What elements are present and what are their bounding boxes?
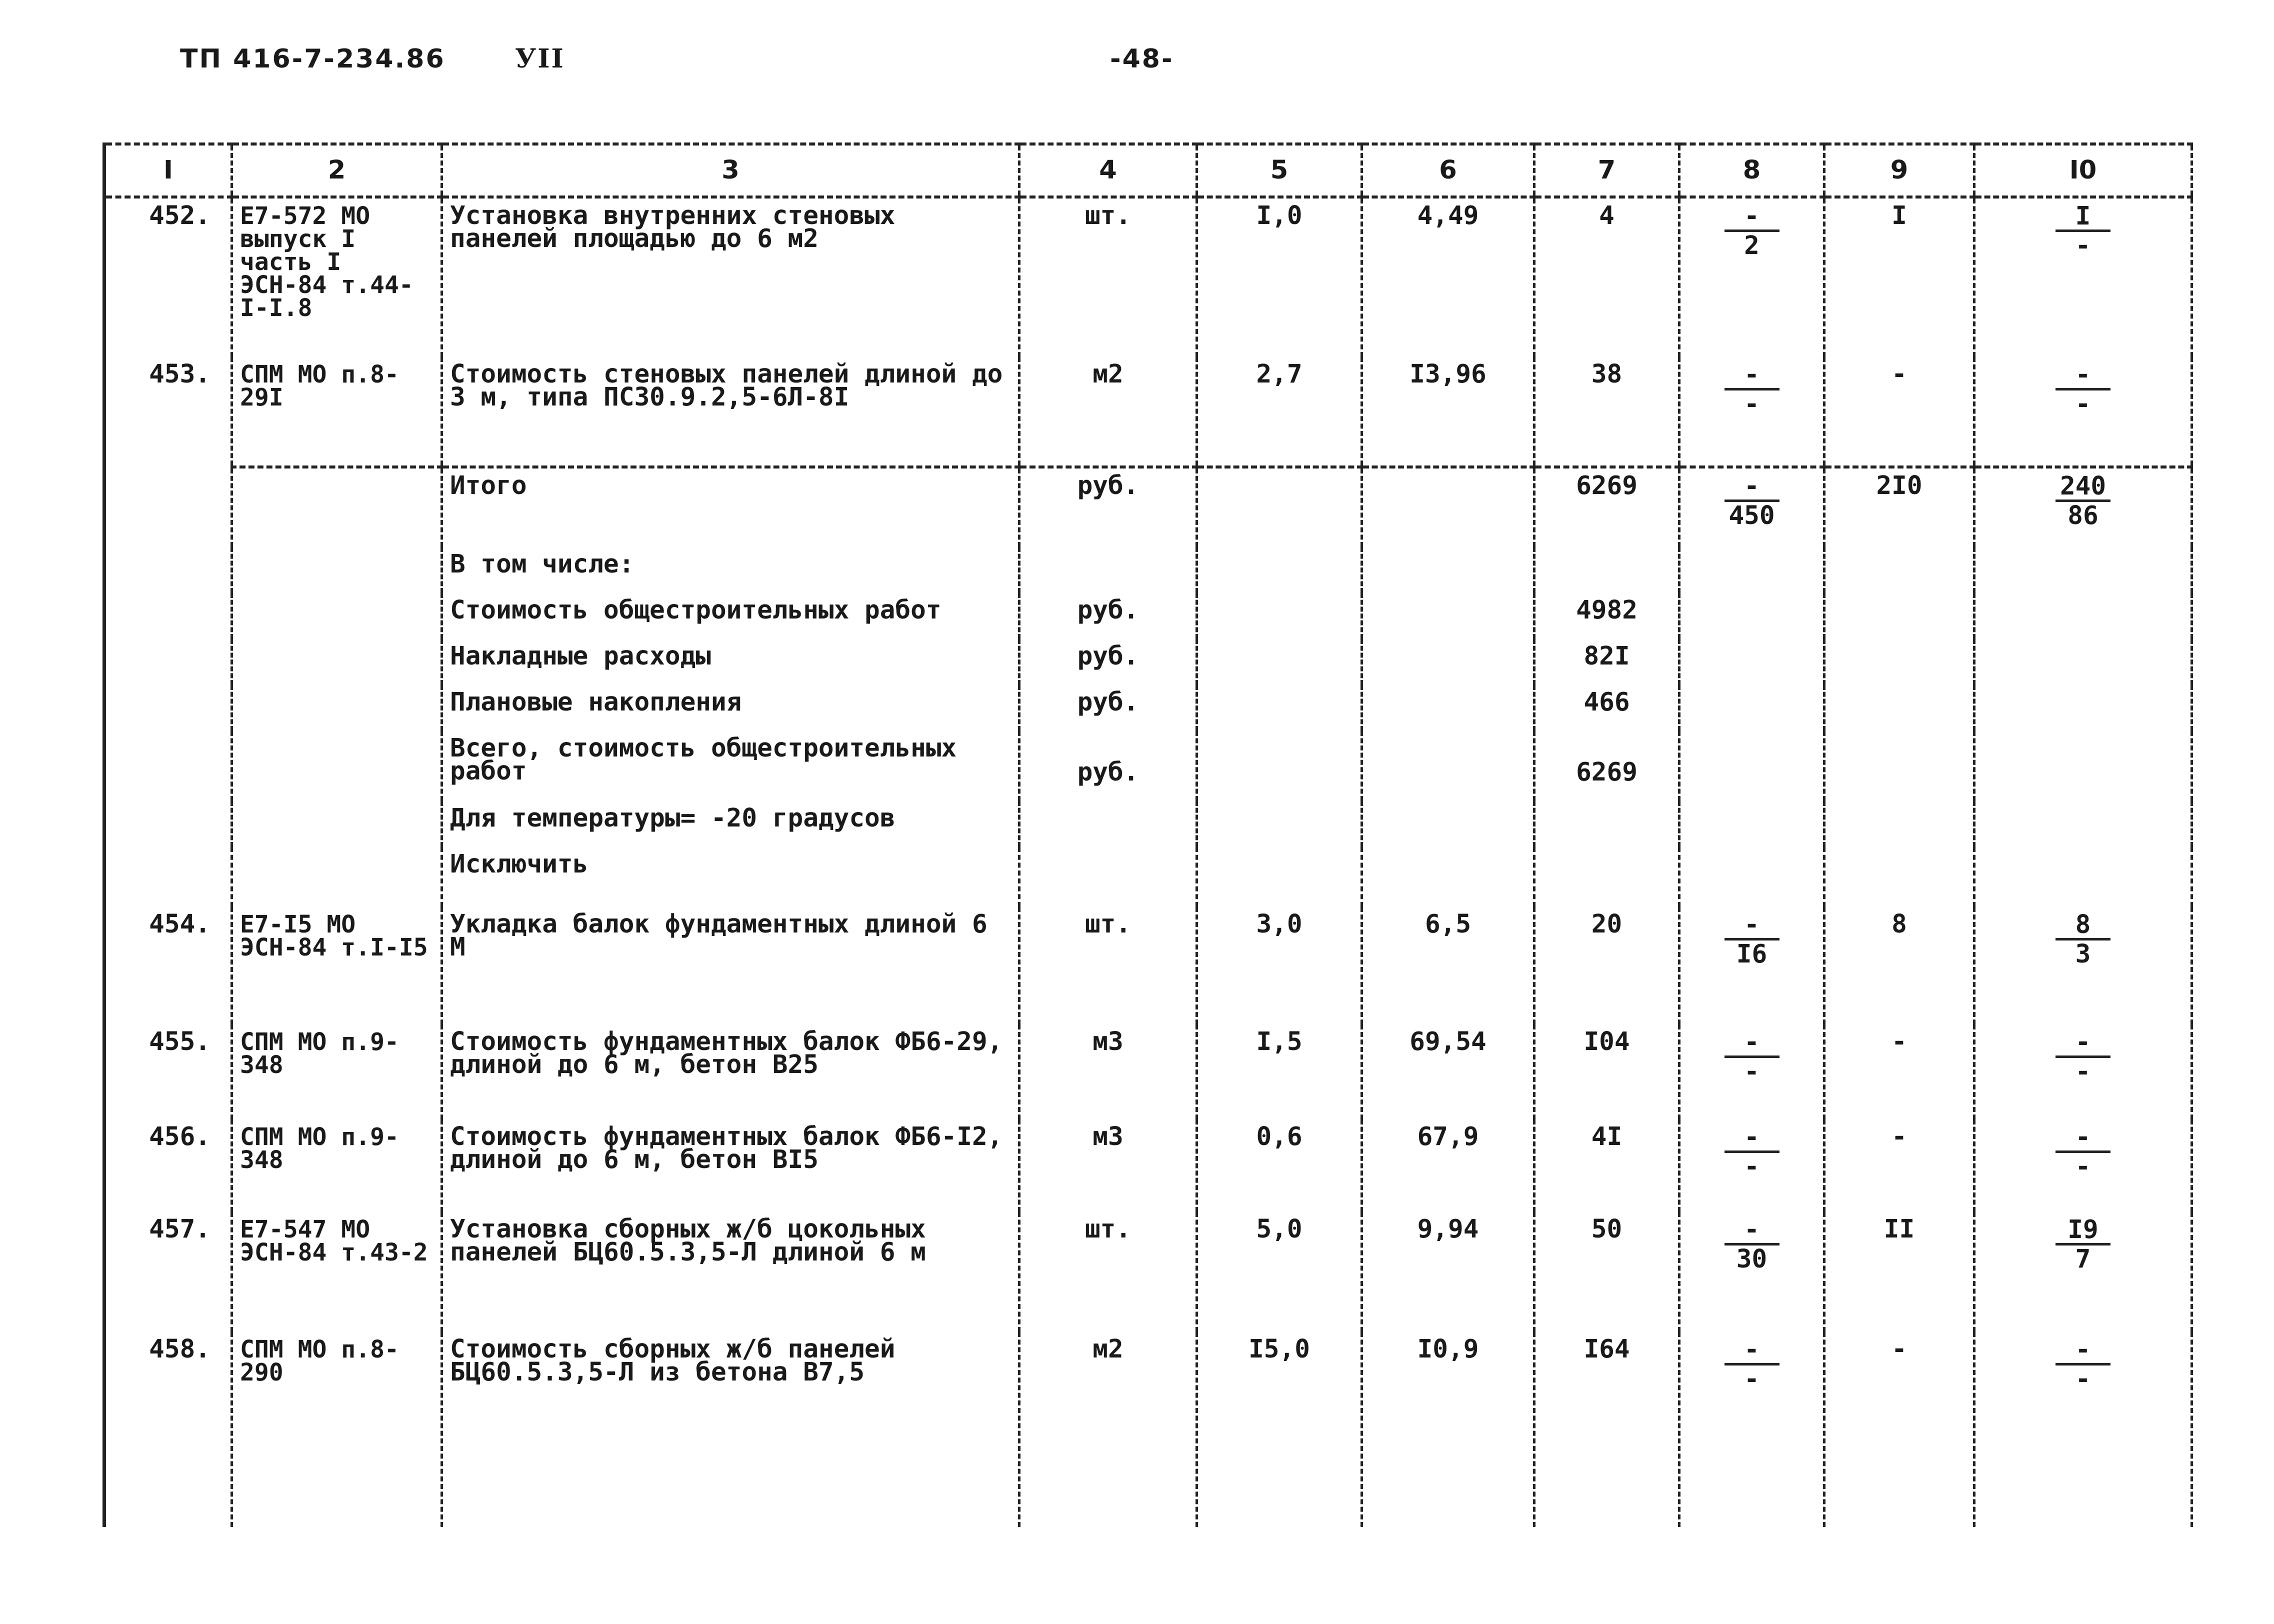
work-name: Установка сборных ж/б цокольных панелей БЦ60.5.3,5-Л длиной 6 м [442, 1212, 1020, 1332]
fraction: $\frac{-}{-}$ [2056, 363, 2110, 416]
fraction: $\frac{-}{-}$ [1724, 1030, 1780, 1084]
table-row [104, 593, 2192, 639]
row-number: 457. [104, 1212, 232, 1332]
total-cost: I64 [1534, 1332, 1680, 1527]
total-cost: 6269 [1534, 731, 1680, 801]
fraction: $\frac{-}{30}$ [1724, 1218, 1780, 1272]
fraction: $\frac{-}{-}$ [1724, 363, 1780, 416]
unit-price: 67,9 [1362, 1120, 1534, 1212]
col10-cell [1974, 467, 2192, 547]
column-header: 6 [1362, 144, 1534, 197]
col8-cell [1680, 907, 1824, 1024]
col8-cell [1680, 1024, 1824, 1120]
col10-cell [1974, 1024, 2192, 1120]
col9-cell: I [1824, 197, 1974, 357]
col8-cell [1680, 197, 1824, 357]
table-row [104, 639, 2192, 685]
total-cost: 4 [1534, 197, 1680, 357]
unit: м3 [1020, 1120, 1197, 1212]
col10-cell [1974, 357, 2192, 467]
table-row [104, 907, 2192, 1024]
work-name: Стоимость фундаментных балок ФБ6-I2, длиной до 6 м, бетон ВI5 [442, 1120, 1020, 1212]
table-row [104, 1024, 2192, 1120]
fraction: $\frac{240}{86}$ [2056, 474, 2110, 528]
unit-price: I3,96 [1362, 357, 1534, 467]
estimate-table [102, 142, 2193, 1527]
total-cost: 82I [1534, 639, 1680, 685]
column-header: 9 [1824, 144, 1974, 197]
unit-price: 4,49 [1362, 197, 1534, 357]
fraction: $\frac{I9}{7}$ [2056, 1218, 2110, 1272]
col9-cell: II [1824, 1212, 1974, 1332]
col9-cell: - [1824, 1024, 1974, 1120]
col10-cell [1974, 1120, 2192, 1212]
unit: руб. [1020, 593, 1197, 639]
col8-cell [1680, 1120, 1824, 1212]
unit: м2 [1020, 357, 1197, 467]
unit-price: 9,94 [1362, 1212, 1534, 1332]
unit-price: I0,9 [1362, 1332, 1534, 1527]
work-name: Стоимость сборных ж/б панелей БЦ60.5.3,5-Л из бетона В7,5 [442, 1332, 1020, 1527]
norm-code: Е7-547 МО ЭСН-84 т.43-2 [232, 1212, 442, 1332]
fraction: $\frac{-}{-}$ [2056, 1338, 2110, 1392]
table-row [104, 1212, 2192, 1332]
unit: шт. [1020, 197, 1197, 357]
norm-code: СПМ МО п.9-348 [232, 1024, 442, 1120]
fraction: $\frac{-}{I6}$ [1724, 913, 1780, 966]
empty-cell [232, 467, 442, 547]
fraction: $\frac{-}{-}$ [2056, 1126, 2110, 1179]
quantity: I,5 [1197, 1024, 1362, 1120]
norm-code: СПМ МО п.8-290 [232, 1332, 442, 1527]
col10-cell [1974, 1332, 2192, 1527]
column-header: I [104, 144, 232, 197]
work-name: Стоимость общестроительных работ [442, 593, 1020, 639]
total-cost: 6269 [1534, 467, 1680, 547]
row-number: 458. [104, 1332, 232, 1527]
work-name: Всего, стоимость общестроительных работ [442, 731, 1020, 801]
quantity: 5,0 [1197, 1212, 1362, 1332]
total-cost: 50 [1534, 1212, 1680, 1332]
table-row [104, 685, 2192, 731]
unit: руб. [1020, 731, 1197, 801]
col9-cell: - [1824, 357, 1974, 467]
work-name: Исключить [442, 847, 1020, 907]
unit: руб. [1020, 467, 1197, 547]
norm-code: СПМ МО п.9-348 [232, 1120, 442, 1212]
norm-code: Е7-I5 МО ЭСН-84 т.I-I5 [232, 907, 442, 1024]
total-row [104, 467, 2192, 547]
fraction: $\frac{-}{-}$ [1724, 1338, 1780, 1392]
work-name: Итого [442, 467, 1020, 547]
quantity: 2,7 [1197, 357, 1362, 467]
table-row [104, 1120, 2192, 1212]
unit-price [1362, 467, 1534, 547]
column-header: 4 [1020, 144, 1197, 197]
table-row [104, 197, 2192, 357]
total-cost: 38 [1534, 357, 1680, 467]
col8-cell [1680, 357, 1824, 467]
fraction: $\frac{8}{3}$ [2056, 913, 2110, 966]
unit: м3 [1020, 1024, 1197, 1120]
table-row [104, 847, 2192, 907]
total-cost: 4I [1534, 1120, 1680, 1212]
col9-cell: - [1824, 1332, 1974, 1527]
total-cost: I04 [1534, 1024, 1680, 1120]
fraction: $\frac{-}{-}$ [1724, 1126, 1780, 1179]
quantity: 3,0 [1197, 907, 1362, 1024]
unit: шт. [1020, 1212, 1197, 1332]
col8-cell [1680, 467, 1824, 547]
column-header: I0 [1974, 144, 2192, 197]
table-row [104, 547, 2192, 593]
unit-price: 69,54 [1362, 1024, 1534, 1120]
column-header: 2 [232, 144, 442, 197]
work-name: Стоимость стеновых панелей длиной до 3 м, типа ПС30.9.2,5-6Л-8I [442, 357, 1020, 467]
row-number: 453. [104, 357, 232, 467]
row-number: 456. [104, 1120, 232, 1212]
row-number: 452. [104, 197, 232, 357]
total-cost: 4982 [1534, 593, 1680, 639]
unit: м2 [1020, 1332, 1197, 1527]
column-header-row [104, 144, 2192, 197]
total-cost: 20 [1534, 907, 1680, 1024]
fraction: $\frac{-}{2}$ [1724, 204, 1780, 258]
table-row [104, 801, 2192, 847]
quantity: I,0 [1197, 197, 1362, 357]
total-cost: 466 [1534, 685, 1680, 731]
work-name: Стоимость фундаментных балок ФБ6-29, длиной до 6 м, бетон В25 [442, 1024, 1020, 1120]
col9-cell: - [1824, 1120, 1974, 1212]
quantity: 0,6 [1197, 1120, 1362, 1212]
fraction: $\frac{I}{-}$ [2056, 204, 2110, 258]
unit-price: 6,5 [1362, 907, 1534, 1024]
column-header: 8 [1680, 144, 1824, 197]
work-name: Плановые накопления [442, 685, 1020, 731]
document-code: ТП 416-7-234.86 [180, 44, 446, 74]
col10-cell [1974, 197, 2192, 357]
work-name: Установка внутренних стеновых панелей площадью до 6 м2 [442, 197, 1020, 357]
fraction: $\frac{-}{450}$ [1724, 474, 1780, 528]
section-number: УII [515, 44, 565, 74]
column-header: 5 [1197, 144, 1362, 197]
column-header: 7 [1534, 144, 1680, 197]
unit: шт. [1020, 907, 1197, 1024]
fraction: $\frac{-}{-}$ [2056, 1030, 2110, 1084]
column-header: 3 [442, 144, 1020, 197]
quantity [1197, 467, 1362, 547]
work-name: Укладка балок фундаментных длиной 6 М [442, 907, 1020, 1024]
table-row [104, 357, 2192, 467]
work-name: В том числе: [442, 547, 1020, 593]
col9-cell: 8 [1824, 907, 1974, 1024]
norm-code: СПМ МО п.8-29I [232, 357, 442, 467]
table-row [104, 731, 2192, 801]
empty-cell [104, 467, 232, 547]
col8-cell [1680, 1212, 1824, 1332]
quantity: I5,0 [1197, 1332, 1362, 1527]
page-number: -48- [1110, 44, 1174, 74]
norm-code: Е7-572 МО выпуск I часть I ЭСН-84 т.44-I-I.8 [232, 197, 442, 357]
col9-cell: 2I0 [1824, 467, 1974, 547]
row-number: 454. [104, 907, 232, 1024]
unit: руб. [1020, 639, 1197, 685]
col8-cell [1680, 1332, 1824, 1527]
table-row [104, 1332, 2192, 1527]
row-number: 455. [104, 1024, 232, 1120]
col10-cell [1974, 907, 2192, 1024]
work-name: Для температуры= -20 градусов [442, 801, 1020, 847]
work-name: Накладные расходы [442, 639, 1020, 685]
unit: руб. [1020, 685, 1197, 731]
col10-cell [1974, 1212, 2192, 1332]
